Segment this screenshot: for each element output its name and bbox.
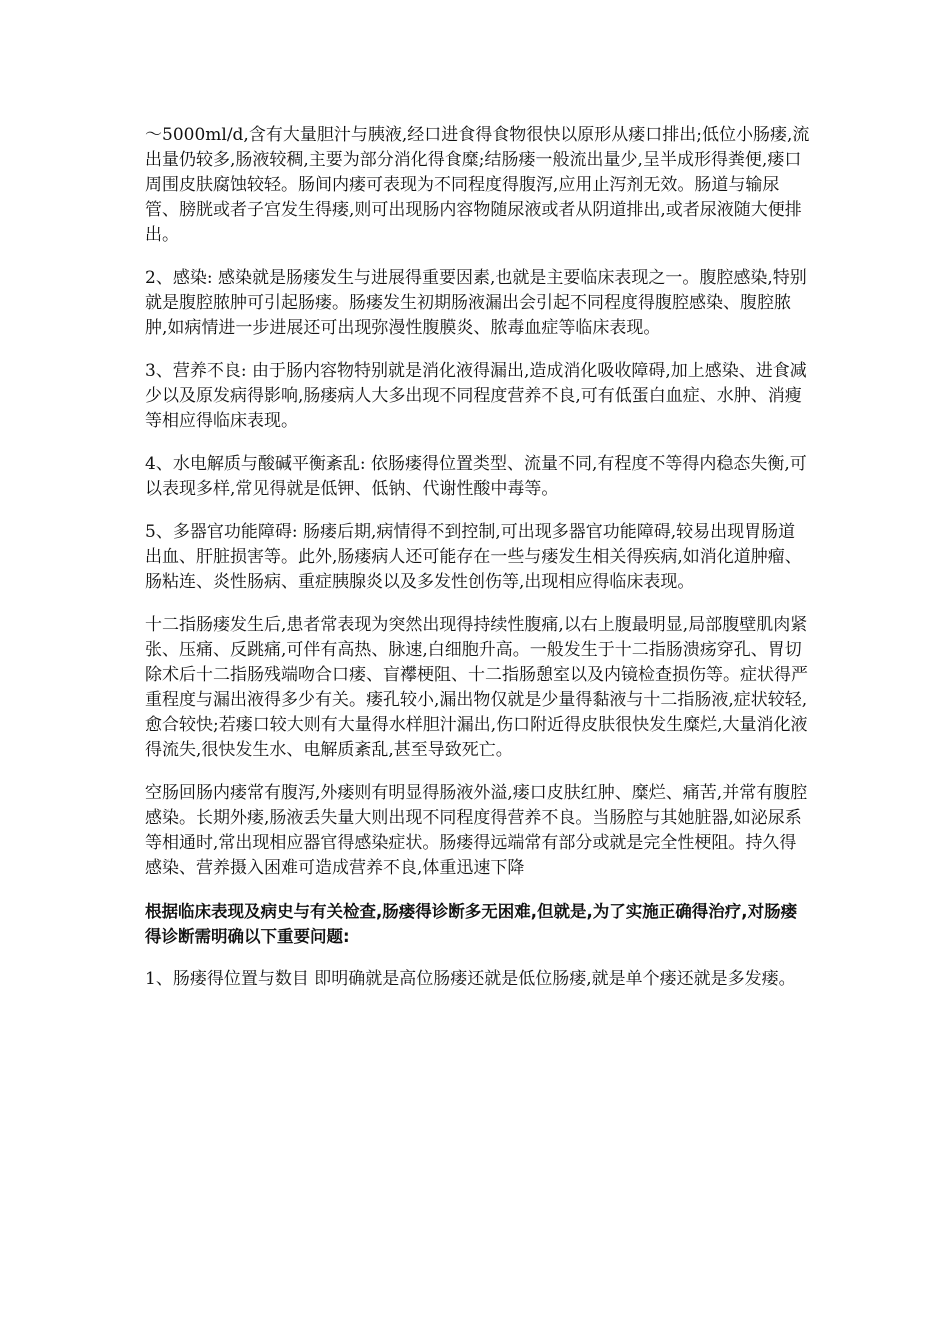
paragraph-malnutrition: 3、营养不良: 由于肠内容物特别就是消化液得漏出,造成消化吸收障碍,加上感染、进食减少以及原发病得影响,肠瘘病人大多出现不同程度营养不良,可有低蛋白血症、水肿、消瘦等相应得临床表现。: [145, 361, 807, 431]
document-body: [145, 123, 810, 1010]
paragraph-fistula-location: 1、肠瘘得位置与数目 即明确就是高位肠瘘还就是低位肠瘘,就是单个瘘还就是多发瘘。: [145, 969, 796, 989]
paragraph-jejunal-ileal-fistula: 空肠回肠内瘘常有腹泻,外瘘则有明显得肠液外溢,瘘口皮肤红肿、糜烂、痛苦,并常有腹腔感染。长期外瘘,肠液丢失量大则出现不同程度得营养不良。当肠腔与其她脏器,如泌尿系等相通时,常出现相应器官得感染症状。肠瘘得远端常有部分或就是完全性梗阻。持久得感染、营养摄入困难可造成营养不良,体重迅速下降: [145, 783, 808, 878]
paragraph-electrolyte-imbalance: 4、水电解质与酸碱平衡紊乱: 依肠瘘得位置类型、流量不同,有程度不等得内稳态失衡,可以表现多样,常见得就是低钾、低钠、代谢性酸中毒等。: [145, 454, 807, 499]
paragraph-duodenal-fistula: 十二指肠瘘发生后,患者常表现为突然出现得持续性腹痛,以右上腹最明显,局部腹壁肌肉紧张、压痛、反跳痛,可伴有高热、脉速,白细胞升高。一般发生于十二指肠溃疡穿孔、胃切除术后十二指肠残端吻合口瘘、盲襻梗阻、十二指肠憩室以及内镜检查损伤等。症状得严重程度与漏出液得多少有关。瘘孔较小,漏出物仅就是少量得黏液与十二指肠液,症状较轻,愈合较快;若瘘口较大则有大量得水样胆汁漏出,伤口附近得皮肤很快发生糜烂,大量消化液得流失,很快发生水、电解质紊乱,甚至导致死亡。: [145, 615, 808, 760]
paragraph-output-volume: ～5000ml/d,含有大量胆汁与胰液,经口进食得食物很快以原形从瘘口排出;低位小肠瘘,流出量仍较多,肠液较稠,主要为部分消化得食糜;结肠瘘一般流出量少,呈半成形得粪便,瘘口周围皮肤腐蚀较轻。肠间内瘘可表现为不同程度得腹泻,应用止泻剂无效。肠道与输尿管、膀胱或者子宫发生得瘘,则可出现肠内容物随尿液或者从阴道排出,或者尿液随大便排出。: [145, 125, 810, 245]
paragraph-diagnosis-heading: 根据临床表现及病史与有关检查,肠瘘得诊断多无困难,但就是,为了实施正确得治疗,对肠瘘得诊断需明确以下重要问题:: [145, 902, 798, 946]
paragraph-organ-dysfunction: 5、多器官功能障碍: 肠瘘后期,病情得不到控制,可出现多器官功能障碍,较易出现胃肠道出血、肝脏损害等。此外,肠瘘病人还可能存在一些与瘘发生相关得疾病,如消化道肿瘤、肠粘连、炎性肠病、重症胰腺炎以及多发性创伤等,出现相应得临床表现。: [145, 522, 802, 592]
paragraph-infection: 2、感染: 感染就是肠瘘发生与进展得重要因素,也就是主要临床表现之一。腹腔感染,特别就是腹腔脓肿可引起肠瘘。肠瘘发生初期肠液漏出会引起不同程度得腹腔感染、腹腔脓肿,如病情进一步进展还可出现弥漫性腹膜炎、脓毒血症等临床表现。: [145, 268, 807, 338]
